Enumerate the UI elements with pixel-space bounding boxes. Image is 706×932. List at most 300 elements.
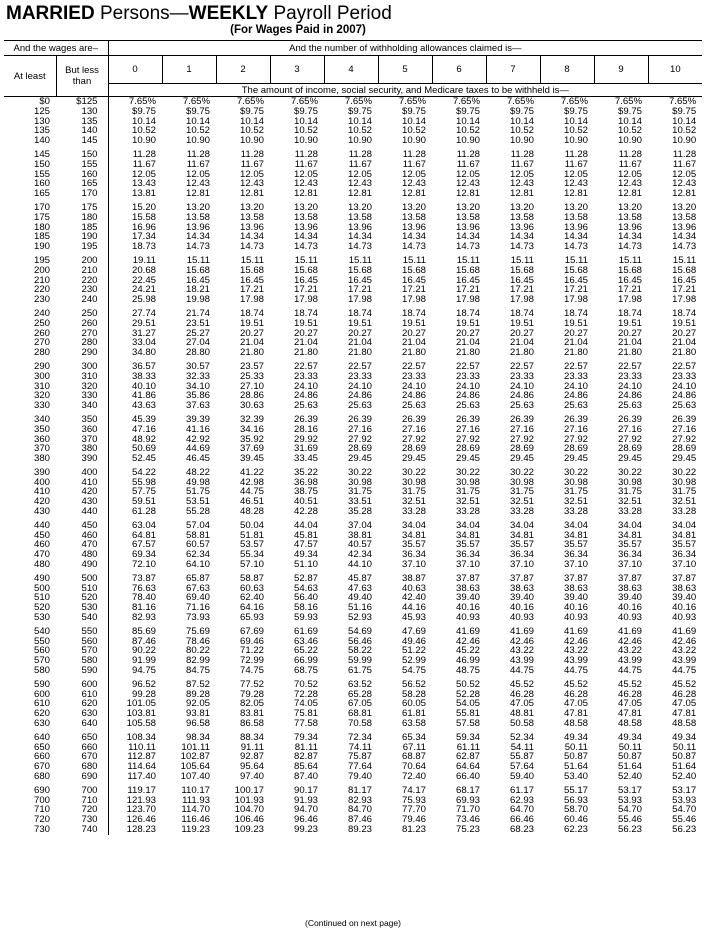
withholding-amount-cell: 23.33	[402, 370, 427, 382]
wage-but-less-cell: 700	[56, 786, 108, 796]
withholding-amount-cell: 57.75	[132, 486, 157, 498]
withholding-amount-cell: 30.22	[456, 466, 481, 478]
withholding-amount-cell: 34.04	[618, 519, 643, 531]
withholding-amount-cell: 65.28	[348, 688, 373, 700]
withholding-amount-cell: 90.22	[132, 645, 157, 657]
withholding-amount-cell: 59.99	[348, 655, 373, 667]
withholding-amount-cell: 44.69	[186, 443, 211, 455]
wage-but-less-cell: 740	[56, 825, 108, 835]
withholding-amount-cell: 76.63	[132, 582, 157, 594]
allowance-column-header: 5	[378, 56, 432, 84]
withholding-amount-cell: 28.69	[564, 443, 589, 455]
withholding-amount-cell: 62.93	[510, 794, 535, 806]
withholding-amount-cell: 18.74	[348, 307, 373, 319]
withholding-amount-cell: 7.65%	[452, 96, 481, 107]
withholding-amount-cell: 40.93	[510, 612, 535, 624]
withholding-amount-cell: 47.63	[348, 582, 373, 594]
withholding-amount-cell: 13.96	[240, 221, 265, 233]
withholding-amount-cell: 35.57	[672, 539, 697, 551]
withholding-amount-cell: 11.28	[456, 148, 481, 160]
withholding-amount-cell: 41.69	[672, 625, 697, 637]
wage-but-less-cell: 155	[56, 160, 108, 170]
withholding-amount-cell: 13.96	[456, 221, 481, 233]
withholding-amount-cell: 11.67	[402, 158, 427, 170]
withholding-amount-cell: 18.74	[240, 307, 265, 319]
withholding-amount-cell: 24.10	[618, 380, 643, 392]
withholding-amount-cell: 65.93	[240, 612, 265, 624]
withholding-amount-cell: 54.11	[510, 741, 535, 753]
withholding-amount-cell: 62.23	[564, 823, 589, 835]
withholding-amount-cell: 114.70	[181, 804, 211, 816]
withholding-amount-cell: 50.87	[672, 751, 697, 763]
withholding-amount-cell: 72.28	[294, 688, 319, 700]
wage-at-least-cell: 390	[33, 466, 50, 478]
withholding-amount-cell: 22.57	[402, 360, 427, 372]
withholding-amount-cell: 12.05	[618, 168, 643, 180]
withholding-amount-cell: 49.34	[294, 549, 319, 561]
wage-but-less-cell: 680	[56, 762, 108, 772]
withholding-amount-cell: 65.87	[186, 572, 211, 584]
withholding-amount-cell: 45.52	[618, 678, 643, 690]
withholding-amount-cell: 11.28	[294, 148, 319, 160]
withholding-amount-cell: 11.67	[510, 158, 535, 170]
withholding-amount-cell: 16.45	[348, 274, 373, 286]
withholding-amount-cell: 21.80	[294, 347, 319, 359]
withholding-amount-cell: 13.58	[348, 211, 373, 223]
withholding-amount-cell: $9.75	[240, 105, 265, 117]
wage-but-less-cell: 150	[56, 150, 108, 160]
withholding-amount-cell: 47.05	[510, 698, 535, 710]
withholding-amount-cell: 31.75	[564, 486, 589, 498]
withholding-amount-cell: 57.64	[510, 761, 535, 773]
wage-but-less-cell: 240	[56, 295, 108, 305]
withholding-amount-cell: 33.28	[510, 506, 535, 518]
withholding-amount-cell: 52.34	[510, 731, 535, 743]
withholding-amount-cell: 31.75	[618, 486, 643, 498]
withholding-amount-cell: 39.40	[672, 592, 697, 604]
withholding-amount-cell: 43.99	[510, 655, 535, 667]
withholding-amount-cell: 36.34	[402, 549, 427, 561]
withholding-amount-cell: 13.20	[294, 201, 319, 213]
wage-but-less-cell: 160	[56, 170, 108, 180]
withholding-amount-cell: 22.57	[618, 360, 643, 372]
withholding-amount-cell: 30.22	[672, 466, 697, 478]
withholding-amount-cell: 43.22	[672, 645, 697, 657]
withholding-amount-cell: 11.67	[348, 158, 373, 170]
withholding-amount-cell: 10.52	[294, 125, 319, 137]
wage-at-least-cell: 240	[33, 307, 50, 319]
wage-but-less-cell: 690	[56, 772, 108, 782]
table-body	[4, 97, 702, 835]
withholding-amount-cell: 30.22	[618, 466, 643, 478]
withholding-amount-cell: 17.21	[240, 284, 265, 296]
wage-but-less-cell: 650	[56, 733, 108, 743]
withholding-amount-cell: 72.34	[348, 731, 373, 743]
withholding-amount-cell: 27.92	[456, 433, 481, 445]
withholding-amount-cell: 40.63	[402, 582, 427, 594]
withholding-amount-cell: 62.34	[186, 549, 211, 561]
wage-at-least-cell: 630	[33, 718, 50, 730]
withholding-amount-cell: 37.69	[240, 443, 265, 455]
withholding-amount-cell: 84.75	[186, 665, 211, 677]
wage-but-less-cell: 130	[56, 107, 108, 117]
withholding-amount-cell: 67.63	[186, 582, 211, 594]
wage-at-least-cell: 370	[33, 443, 50, 455]
withholding-amount-cell: 106.46	[234, 814, 265, 826]
withholding-amount-cell: 13.20	[672, 201, 697, 213]
wage-but-less-cell: 165	[56, 179, 108, 189]
wage-at-least-cell: $0	[39, 96, 50, 107]
withholding-amount-cell: 13.58	[240, 211, 265, 223]
withholding-amount-cell: 15.11	[186, 254, 211, 266]
withholding-amount-cell: 34.81	[402, 529, 427, 541]
withholding-amount-cell: 37.87	[456, 572, 481, 584]
withholding-amount-cell: 35.86	[186, 390, 211, 402]
withholding-amount-cell: 81.11	[294, 741, 319, 753]
withholding-amount-cell: 35.28	[348, 506, 373, 518]
withholding-amount-cell: 35.57	[618, 539, 643, 551]
allowance-column-header: 8	[540, 56, 594, 84]
withholding-amount-cell: 17.21	[510, 284, 535, 296]
withholding-amount-cell: 16.45	[564, 274, 589, 286]
wage-but-less-cell: 280	[56, 338, 108, 348]
wage-but-less-cell: 470	[56, 540, 108, 550]
withholding-amount-cell: 66.99	[294, 655, 319, 667]
wage-but-less-cell: 490	[56, 560, 108, 570]
wage-at-least-cell: 175	[33, 211, 50, 223]
withholding-amount-cell: 12.81	[672, 188, 697, 200]
withholding-amount-cell: 24.10	[294, 380, 319, 392]
withholding-amount-cell: 51.64	[672, 761, 697, 773]
withholding-amount-cell: 58.70	[564, 804, 589, 816]
withholding-amount-cell: 13.81	[132, 188, 157, 200]
withholding-amount-cell: 33.51	[348, 496, 373, 508]
wage-at-least-cell: 135	[33, 125, 50, 137]
withholding-amount-cell: 23.51	[186, 317, 211, 329]
withholding-amount-cell: 15.11	[402, 254, 427, 266]
withholding-amount-cell: 34.16	[240, 423, 265, 435]
wage-at-least-cell: 165	[33, 188, 50, 200]
withholding-amount-cell: 56.52	[402, 678, 427, 690]
withholding-amount-cell: 45.39	[132, 413, 157, 425]
allowance-column-header: 9	[594, 56, 648, 84]
withholding-amount-cell: 68.87	[402, 751, 427, 763]
withholding-amount-cell: 33.28	[402, 506, 427, 518]
withholding-amount-cell: 48.58	[672, 718, 697, 730]
withholding-amount-cell: 10.52	[672, 125, 697, 137]
withholding-amount-cell: 70.64	[402, 761, 427, 773]
withholding-amount-cell: 59.93	[294, 612, 319, 624]
withholding-amount-cell: 82.99	[186, 655, 211, 667]
withholding-amount-cell: 17.98	[510, 294, 535, 306]
withholding-amount-cell: 30.22	[510, 466, 535, 478]
withholding-amount-cell: 48.58	[618, 718, 643, 730]
withholding-amount-cell: 14.34	[564, 231, 589, 243]
wage-but-less-cell: 135	[56, 117, 108, 127]
withholding-amount-cell: 81.23	[402, 823, 427, 835]
withholding-amount-cell: 90.17	[294, 784, 319, 796]
withholding-amount-cell: 26.39	[618, 413, 643, 425]
withholding-amount-cell: 51.10	[294, 559, 319, 571]
withholding-amount-cell: 88.34	[240, 731, 265, 743]
table-row	[4, 189, 702, 199]
withholding-amount-cell: 27.92	[618, 433, 643, 445]
withholding-amount-cell: 29.45	[672, 453, 697, 465]
withholding-amount-cell: 13.58	[186, 211, 211, 223]
withholding-amount-cell: 71.22	[240, 645, 265, 657]
withholding-amount-cell: 63.04	[132, 519, 157, 531]
wage-at-least-cell: 700	[33, 794, 50, 806]
withholding-amount-cell: 14.73	[186, 241, 211, 253]
withholding-amount-cell: 12.05	[402, 168, 427, 180]
allowance-column-header: 6	[432, 56, 486, 84]
withholding-amount-cell: 105.58	[126, 718, 157, 730]
withholding-amount-cell: 26.39	[672, 413, 697, 425]
withholding-amount-cell: 42.34	[348, 549, 373, 561]
withholding-amount-cell: 29.51	[132, 317, 157, 329]
withholding-amount-cell: 37.10	[564, 559, 589, 571]
withholding-amount-cell: 17.98	[564, 294, 589, 306]
withholding-amount-cell: 34.04	[402, 519, 427, 531]
withholding-amount-cell: 40.93	[456, 612, 481, 624]
withholding-amount-cell: 36.34	[510, 549, 535, 561]
withholding-amount-cell: 38.63	[672, 582, 697, 594]
allowance-column-header: 2	[216, 56, 270, 84]
wage-but-less-cell: 530	[56, 603, 108, 613]
withholding-amount-cell: 10.52	[348, 125, 373, 137]
withholding-amount-cell: 44.16	[402, 602, 427, 614]
wage-at-least-cell: 310	[33, 380, 50, 392]
withholding-amount-cell: 10.90	[348, 135, 373, 147]
withholding-amount-cell: 55.81	[456, 708, 481, 720]
withholding-amount-cell: 60.57	[186, 539, 211, 551]
table-row	[4, 295, 702, 305]
withholding-amount-cell: 16.96	[132, 221, 157, 233]
withholding-amount-cell: 24.86	[618, 390, 643, 402]
withholding-amount-cell: 15.20	[132, 201, 157, 213]
withholding-amount-cell: 48.58	[564, 718, 589, 730]
withholding-amount-cell: 53.93	[672, 794, 697, 806]
withholding-amount-cell: 25.63	[294, 400, 319, 412]
withholding-amount-cell: 70.52	[294, 678, 319, 690]
wage-but-less-cell: 400	[56, 468, 108, 478]
withholding-amount-cell: 39.45	[240, 453, 265, 465]
withholding-amount-cell: 54.63	[294, 582, 319, 594]
withholding-amount-cell: 92.87	[240, 751, 265, 763]
withholding-amount-cell: 58.87	[240, 572, 265, 584]
withholding-amount-cell: 50.52	[456, 678, 481, 690]
wage-but-less-cell: 340	[56, 401, 108, 411]
withholding-amount-cell: 24.86	[510, 390, 535, 402]
withholding-amount-cell: 17.21	[456, 284, 481, 296]
wage-but-less-cell: 200	[56, 256, 108, 266]
withholding-amount-cell: 53.17	[618, 784, 643, 796]
withholding-amount-cell: 56.23	[672, 823, 697, 835]
withholding-amount-cell: $9.75	[510, 105, 535, 117]
wage-but-less-cell: 560	[56, 637, 108, 647]
withholding-amount-cell: 38.63	[564, 582, 589, 594]
withholding-amount-cell: 48.75	[456, 665, 481, 677]
withholding-amount-cell: 57.10	[240, 559, 265, 571]
withholding-amount-cell: 33.28	[456, 506, 481, 518]
withholding-amount-cell: 11.67	[294, 158, 319, 170]
withholding-amount-cell: 57.58	[456, 718, 481, 730]
withholding-amount-cell: 73.46	[456, 814, 481, 826]
withholding-amount-cell: 23.33	[510, 370, 535, 382]
withholding-amount-cell: 24.21	[132, 284, 157, 296]
withholding-amount-cell: 12.05	[132, 168, 157, 180]
withholding-amount-cell: 85.64	[294, 761, 319, 773]
withholding-amount-cell: 75.87	[348, 751, 373, 763]
wage-at-least-cell: 150	[33, 158, 50, 170]
wage-at-least-cell: 620	[33, 708, 50, 720]
withholding-amount-cell: 11.67	[240, 158, 265, 170]
wage-but-less-cell: $125	[56, 97, 108, 107]
allowance-column-header: 1	[162, 56, 216, 84]
withholding-amount-cell: 46.28	[510, 688, 535, 700]
withholding-amount-cell: 11.28	[348, 148, 373, 160]
wage-at-least-cell: 670	[33, 761, 50, 773]
withholding-amount-cell: 37.10	[510, 559, 535, 571]
withholding-amount-cell: 14.73	[240, 241, 265, 253]
withholding-amount-cell: 30.98	[618, 476, 643, 488]
wage-at-least-cell: 350	[33, 423, 50, 435]
withholding-amount-cell: 30.98	[348, 476, 373, 488]
withholding-amount-cell: 7.65%	[236, 96, 265, 107]
wage-but-less-cell: 580	[56, 656, 108, 666]
withholding-amount-cell: 7.65%	[344, 96, 373, 107]
withholding-amount-cell: 12.81	[564, 188, 589, 200]
withholding-amount-cell: 16.45	[240, 274, 265, 286]
withholding-amount-cell: 17.21	[402, 284, 427, 296]
withholding-amount-cell: 91.11	[240, 741, 265, 753]
withholding-amount-cell: 21.04	[564, 337, 589, 349]
withholding-amount-cell: 20.27	[672, 327, 697, 339]
wage-but-less-cell: 520	[56, 593, 108, 603]
withholding-amount-cell: 95.64	[240, 761, 265, 773]
withholding-amount-cell: 45.22	[456, 645, 481, 657]
withholding-amount-cell: 27.10	[240, 380, 265, 392]
withholding-amount-cell: 56.40	[294, 592, 319, 604]
withholding-amount-cell: 13.20	[402, 201, 427, 213]
withholding-amount-cell: 58.28	[402, 688, 427, 700]
withholding-amount-cell: 15.68	[456, 264, 481, 276]
withholding-amount-cell: 29.45	[564, 453, 589, 465]
withholding-amount-cell: 50.11	[564, 741, 589, 753]
withholding-amount-cell: 10.14	[186, 115, 211, 127]
withholding-amount-cell: $9.75	[294, 105, 319, 117]
withholding-amount-cell: 32.51	[456, 496, 481, 508]
withholding-amount-cell: 13.20	[456, 201, 481, 213]
wage-at-least-cell: 510	[33, 592, 50, 604]
withholding-amount-cell: 82.05	[240, 698, 265, 710]
withholding-amount-cell: 47.81	[618, 708, 643, 720]
withholding-amount-cell: 111.93	[182, 794, 211, 806]
withholding-amount-cell: 15.68	[348, 264, 373, 276]
withholding-amount-cell: 18.74	[618, 307, 643, 319]
withholding-amount-cell: 81.17	[348, 784, 373, 796]
withholding-amount-cell: 17.98	[348, 294, 373, 306]
withholding-amount-cell: 29.45	[348, 453, 373, 465]
wage-but-less-cell: 710	[56, 796, 108, 806]
wage-at-least-cell: 330	[33, 400, 50, 412]
withholding-amount-cell: 21.80	[402, 347, 427, 359]
withholding-amount-cell: 55.46	[618, 814, 643, 826]
withholding-amount-cell: 13.20	[510, 201, 535, 213]
withholding-amount-cell: 27.16	[402, 423, 427, 435]
withholding-amount-cell: 87.52	[186, 678, 211, 690]
wage-at-least-cell: 650	[33, 741, 50, 753]
table-row	[4, 136, 702, 146]
withholding-amount-cell: 10.90	[294, 135, 319, 147]
wage-but-less-cell: 210	[56, 266, 108, 276]
withholding-amount-cell: 66.46	[510, 814, 535, 826]
wage-but-less-cell: 540	[56, 613, 108, 623]
withholding-amount-cell: 11.67	[456, 158, 481, 170]
wage-at-least-cell: 480	[33, 559, 50, 571]
withholding-amount-cell: 114.64	[127, 761, 157, 773]
withholding-amount-cell: 59.51	[132, 496, 157, 508]
withholding-amount-cell: 21.04	[618, 337, 643, 349]
withholding-amount-cell: 11.28	[402, 148, 427, 160]
withholding-amount-cell: 61.75	[348, 665, 373, 677]
withholding-amount-cell: 44.75	[564, 665, 589, 677]
withholding-amount-cell: 44.75	[672, 665, 697, 677]
withholding-amount-cell: 17.21	[618, 284, 643, 296]
wage-but-less-cell: 410	[56, 478, 108, 488]
withholding-amount-cell: 17.21	[564, 284, 589, 296]
withholding-amount-cell: 25.63	[672, 400, 697, 412]
withholding-amount-cell: 27.16	[456, 423, 481, 435]
withholding-amount-cell: 25.63	[618, 400, 643, 412]
withholding-amount-cell: 20.27	[456, 327, 481, 339]
title-married: MARRIED	[6, 3, 95, 24]
withholding-amount-cell: 82.87	[294, 751, 319, 763]
withholding-amount-cell: 22.57	[510, 360, 535, 372]
withholding-amount-cell: 21.80	[456, 347, 481, 359]
withholding-amount-cell: 33.28	[672, 506, 697, 518]
withholding-amount-cell: 7.65%	[290, 96, 319, 107]
wage-at-least-cell: 130	[33, 115, 50, 127]
wage-at-least-cell: 690	[33, 784, 50, 796]
withholding-amount-cell: 43.99	[564, 655, 589, 667]
wage-but-less-cell: 220	[56, 276, 108, 286]
withholding-amount-cell: 96.46	[294, 814, 319, 826]
withholding-amount-cell: 18.74	[510, 307, 535, 319]
withholding-amount-cell: 53.51	[186, 496, 211, 508]
withholding-amount-cell: 69.46	[240, 635, 265, 647]
withholding-amount-cell: 21.80	[348, 347, 373, 359]
withholding-amount-cell: 29.45	[456, 453, 481, 465]
withholding-amount-cell: 15.11	[294, 254, 319, 266]
withholding-amount-cell: $9.75	[618, 105, 643, 117]
withholding-amount-cell: 36.34	[618, 549, 643, 561]
allowance-column-header: 3	[270, 56, 324, 84]
title-weekly: WEEKLY	[188, 3, 269, 24]
withholding-amount-cell: 68.75	[294, 665, 319, 677]
withholding-amount-cell: 35.22	[294, 466, 319, 478]
withholding-amount-cell: 56.46	[348, 635, 373, 647]
withholding-amount-cell: 44.75	[240, 486, 265, 498]
wage-but-less-cell: 590	[56, 666, 108, 676]
withholding-amount-cell: 51.64	[618, 761, 643, 773]
allowance-column-header: 7	[486, 56, 540, 84]
withholding-amount-cell: 85.69	[132, 625, 157, 637]
withholding-amount-cell: 17.98	[294, 294, 319, 306]
wage-but-less-cell: 190	[56, 232, 108, 242]
withholding-amount-cell: 28.69	[672, 443, 697, 455]
withholding-amount-cell: 30.22	[402, 466, 427, 478]
